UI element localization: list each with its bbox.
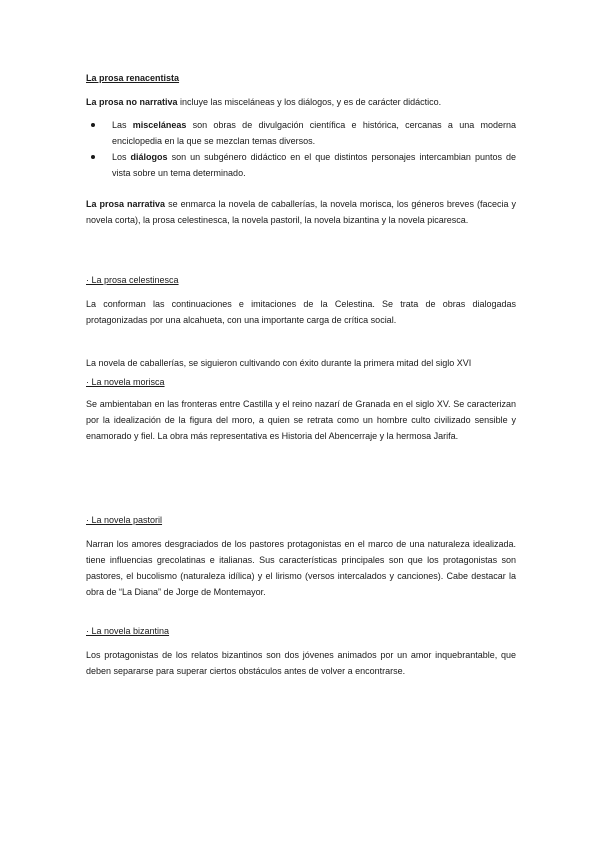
- bullet-icon: [91, 155, 95, 159]
- section-pastoril: [86, 512, 516, 600]
- section-caballerias: [86, 355, 516, 371]
- section-heading: · La novela bizantina: [86, 626, 170, 636]
- section-text: Narran los amores desgraciados de los pastores protagonistas en el marco de una naturaleza idealizada. tiene influencias grecolatinas e italianas. Sus características principales son que los protagonistas son pastores, el bucolismo (naturaleza idílica) y el lirismo (versos intercalados y canciones). Cabe destacar la obra de “La Diana” de Jorge de Montemayor.: [86, 539, 516, 597]
- bullet-list: [86, 117, 516, 181]
- section-bizantina: [86, 623, 516, 679]
- document-title: La prosa renacentista: [86, 73, 180, 83]
- list-item: Los diálogos son un subgénero didáctico en el que distintos personajes intercambian puntos de vista sobre un tema determinado.: [86, 149, 516, 181]
- intro-text: incluye las misceláneas y los diálogos, y es de carácter didáctico.: [177, 97, 442, 107]
- section-morisca: [86, 374, 516, 444]
- section-celestinesca: [86, 272, 516, 328]
- section-text: La novela de caballerías, se siguieron cultivando con éxito durante la primera mitad del siglo XVI: [86, 358, 472, 368]
- document-title-block: [86, 70, 516, 86]
- bullet-icon: [91, 123, 95, 127]
- list-item: Las misceláneas son obras de divulgación científica e histórica, cercanas a una moderna enciclopedia en la que se mezclan temas diversos.: [86, 117, 516, 149]
- section-heading: · La novela pastoril: [86, 515, 163, 525]
- narrativa-text: se enmarca la novela de caballerías, la novela morisca, los géneros breves (facecia y novela corta), la prosa celestinesca, la novela pastoril, la novela bizantina y la novela picaresca.: [86, 199, 516, 225]
- section-text: La conforman las continuaciones e imitaciones de la Celestina. Se trata de obras dialogadas protagonizadas por una alcahueta, con una importante carga de crítica social.: [86, 299, 516, 325]
- section-text: Los protagonistas de los relatos bizantinos son dos jóvenes animados por un amor inquebrantable, que deben separarse para superar ciertos obstáculos antes de volver a encontrarse.: [86, 650, 516, 676]
- narrativa-paragraph: [86, 196, 516, 228]
- section-heading: · La prosa celestinesca: [86, 275, 179, 285]
- intro-bold: La prosa no narrativa: [86, 97, 178, 107]
- section-heading: · La novela morisca: [86, 377, 165, 387]
- section-text: Se ambientaban en las fronteras entre Castilla y el reino nazarí de Granada en el siglo XV. Se caracterizan por la idealización de la figura del moro, a quien se retrata como un hombre culto civilizado sensible y enamorado y fiel. La obra más representativa es Historia del Abencerraje y la hermosa Jarifa.: [86, 399, 516, 441]
- narrativa-bold: La prosa narrativa: [86, 199, 166, 209]
- intro-paragraph: [86, 94, 516, 110]
